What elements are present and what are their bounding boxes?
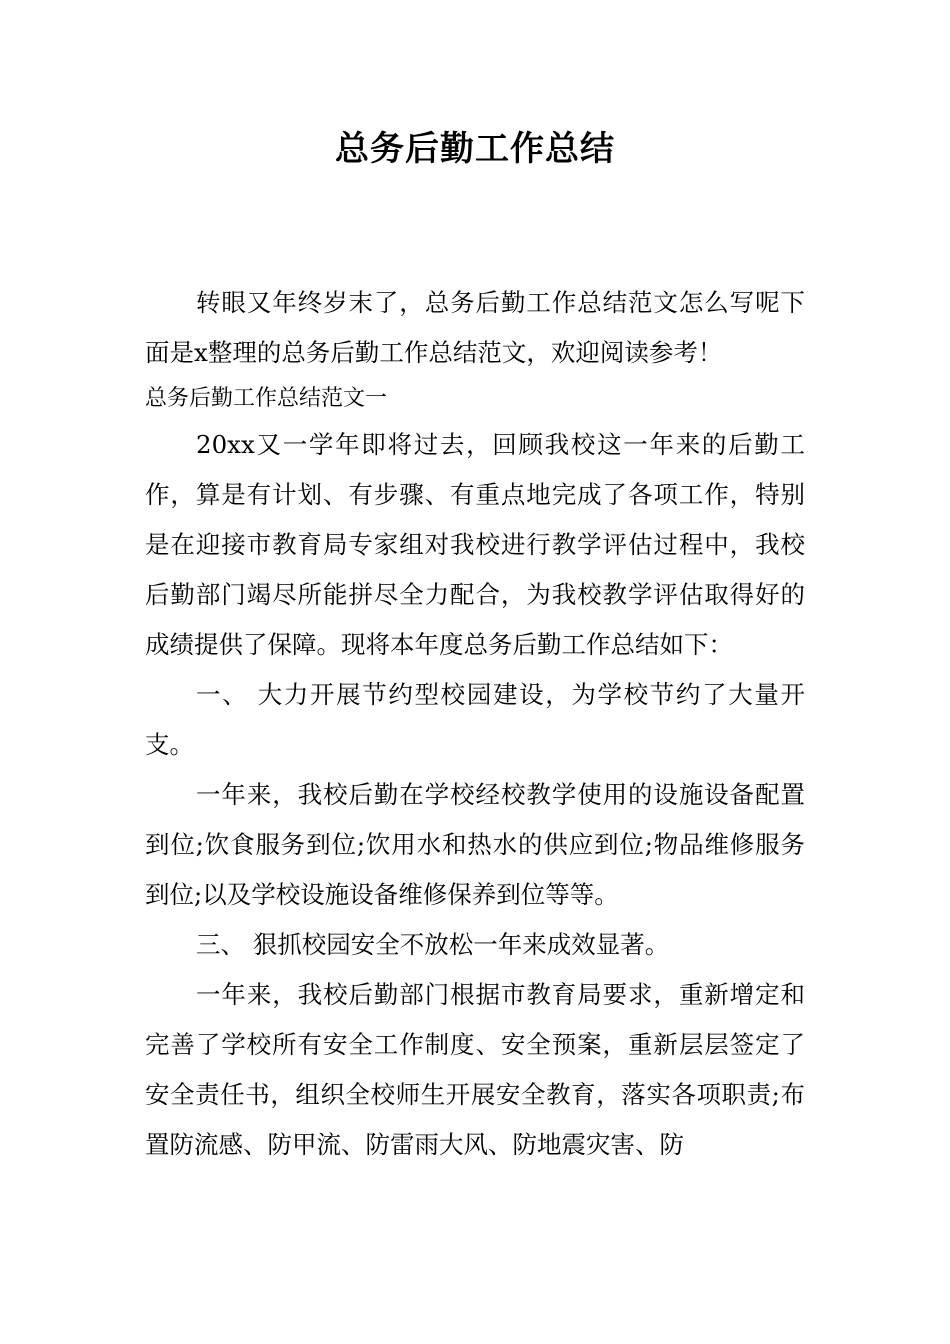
body-paragraph: 一年来，我校后勤部门根据市教育局要求，重新增定和完善了学校所有安全工作制度、安全预案，重新层层签定了安全责任书，组织全校师生开展安全教育，落实各项职责;布置防流感、防甲流、防雷雨大风、防地震灾害、防 [145, 980, 805, 1159]
numbered-heading: 三、 狠抓校园安全不放松一年来成效显著。 [196, 930, 670, 959]
section-heading: 总务后勤工作总结范文一 [145, 386, 388, 411]
body-paragraph: 一年来，我校后勤在学校经校教学使用的设施设备配置到位;饮食服务到位;饮用水和热水的供应到位;物品维修服务到位;以及学校设施设备维修保养到位等等。 [145, 780, 805, 909]
numbered-heading: 一、 大力开展节约型校园建设，为学校节约了大量开支。 [145, 680, 805, 759]
document-title: 总务后勤工作总结 [335, 129, 615, 169]
intro-paragraph: 转眼又年终岁末了，总务后勤工作总结范文怎么写呢下面是x整理的总务后勤工作总结范文，欢迎阅读参考！ [145, 288, 805, 367]
document-body [145, 278, 805, 1170]
body-paragraph: 20xx又一学年即将过去，回顾我校这一年来的后勤工作，算是有计划、有步骤、有重点地完成了各项工作，特别是在迎接市教育局专家组对我校进行教学评估过程中，我校后勤部门竭尽所能拼尽全力配合，为我校教学评估取得好的成绩提供了保障。现将本年度总务后勤工作总结如下： [145, 430, 805, 659]
